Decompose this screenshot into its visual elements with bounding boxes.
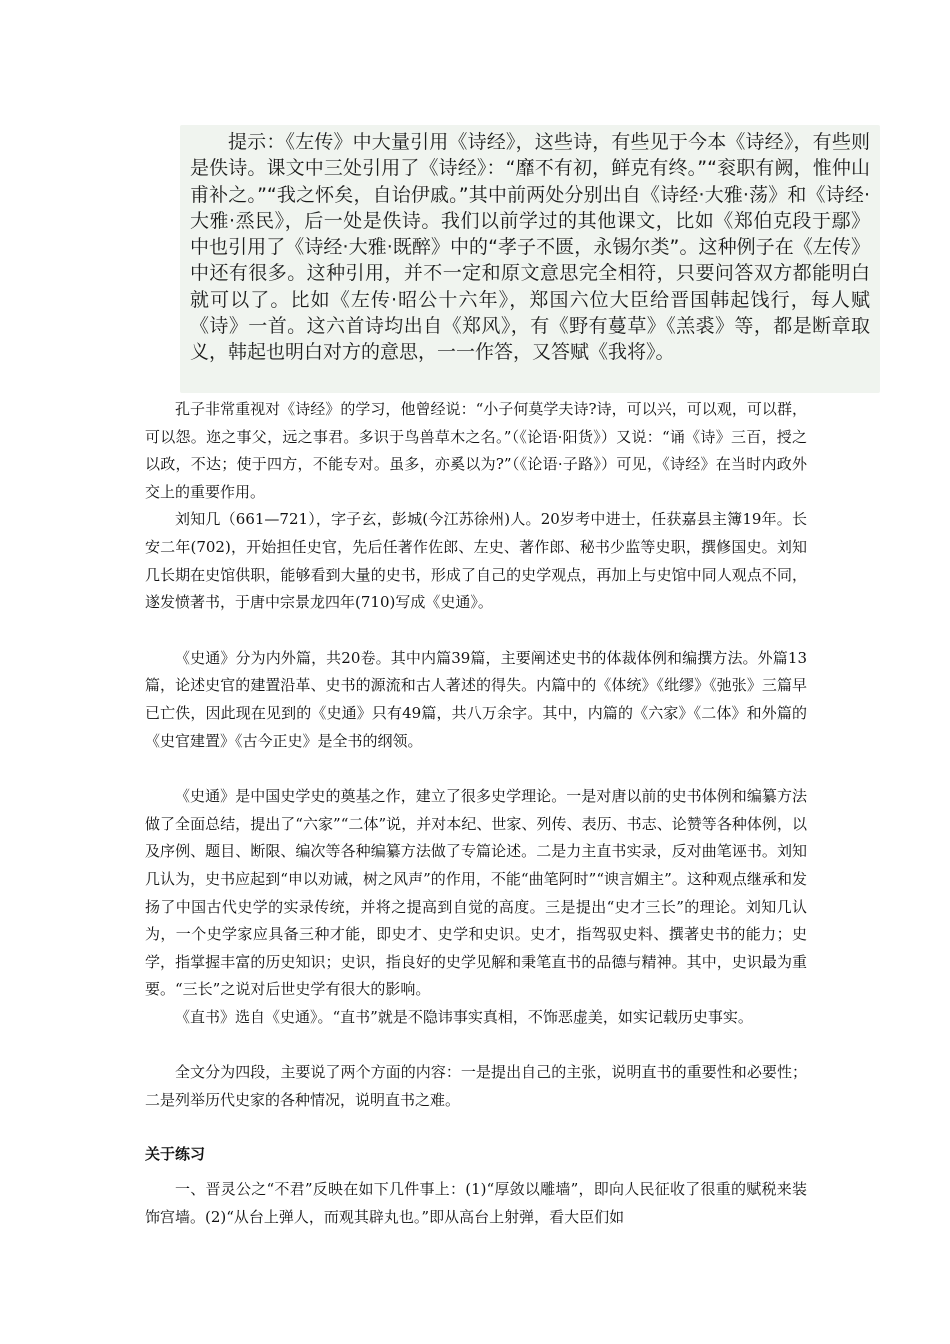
paragraph-exercise-1: 一、晋灵公之“不君”反映在如下几件事上：(1)“厚敛以雕墙”，即向人民征收了很重的赋税来装饰宫墙。(2)“从台上弹人，而观其辟丸也。”即从高台上射弹，看大臣们如 (145, 1180, 807, 1226)
paragraph-shitong-structure: 《史通》分为内外篇，共20卷。其中内篇39篇，主要阐述史书的体裁体例和编撰方法。外篇13篇，论述史官的建置沿革、史书的源流和古人著述的得失。内篇中的《体统》《纰缪》《弛张》三篇早已亡佚，因此现在见到的《史通》只有49篇，共八万余字。其中，内篇的《六家》《二体》和外篇的《史官建置》《古今正史》是全书的纲领。 (145, 648, 807, 750)
paragraph-zhishu: 《直书》选自《史通》。“直书”就是不隐讳事实真相，不饰恶虚美，如实记载历史事实。 (175, 1007, 753, 1026)
section-heading-exercises: 关于练习 (145, 1144, 206, 1163)
paragraph-liu-zhiji: 刘知几（661—721），字子玄，彭城(今江苏徐州)人。20岁考中进士，任获嘉县主簿19年。长安二年(702)，开始担任史官，先后任著作佐郎、左史、著作郎、秘书少监等史职，撰修国史。刘知几长期在史馆供职，能够看到大量的史书，形成了自己的史学观点，再加上与史馆中同人观点不同，遂发愤著书，于唐中宗景龙四年(710)写成《史通》。 (145, 510, 807, 612)
document-body (145, 396, 807, 1231)
hint-box (180, 125, 880, 393)
paragraph-shitong-theory: 《史通》是中国史学史的奠基之作，建立了很多史学理论。一是对唐以前的史书体例和编纂方法做了全面总结，提出了“六家”“二体”说，并对本纪、世家、列传、表历、书志、论赞等各种体例，以及序例、题目、断限、编次等各种编纂方法做了专篇论述。二是力主直书实录，反对曲笔诬书。刘知几认为，史书应起到“申以劝诫，树之风声”的作用，不能“曲笔阿时”“谀言媚主”。这种观点继承和发扬了中国古代史学的实录传统，并将之提高到自觉的高度。三是提出“史才三长”的理论。刘知几认为，一个史学家应具备三种才能，即史才、史学和史识。史才，指驾驭史料、撰著史书的能力；史学，指掌握丰富的历史知识；史识，指良好的史学见解和秉笔直书的品德与精神。其中，史识最为重要。“三长”之说对后世史学有很大的影响。 (145, 787, 807, 999)
paragraph-confucius: 孔子非常重视对《诗经》的学习，他曾经说：“小子何莫学夫诗?诗，可以兴，可以观，可以群，可以怨。迩之事父，远之事君。多识于鸟兽草木之名。”（《论语·阳货》）又说：“诵《诗》三百，授之以政，不达；使于四方，不能专对。虽多，亦奚以为?”（《论语·子路》）可见，《诗经》在当时内政外交上的重要作用。 (145, 400, 807, 501)
hint-paragraph: 提示：《左传》中大量引用《诗经》，这些诗，有些见于今本《诗经》，有些则是佚诗。课文中三处引用了《诗经》：“靡不有初，鲜克有终。”“衮职有阙，惟仲山甫补之。”“我之怀矣，自诒伊戚。”其中前两处分别出自《诗经·大雅·荡》和《诗经·大雅·烝民》，后一处是佚诗。我们以前学过的其他课文，比如《郑伯克段于鄢》中也引用了《诗经·大雅·既醉》中的“孝子不匮，永锡尔类”。这种例子在《左传》中还有很多。这种引用，并不一定和原文意思完全相符，只要问答双方都能明白就可以了。比如《左传·昭公十六年》，郑国六位大臣给晋国韩起饯行，每人赋《诗》一首。这六首诗均出自《郑风》，有《野有蔓草》《羔裘》等，都是断章取义，韩起也明白对方的意思，一一作答，又答赋《我将》。 (190, 131, 870, 364)
paragraph-summary: 全文分为四段，主要说了两个方面的内容：一是提出自己的主张，说明直书的重要性和必要性；二是列举历代史家的各种情况，说明直书之难。 (145, 1063, 807, 1110)
